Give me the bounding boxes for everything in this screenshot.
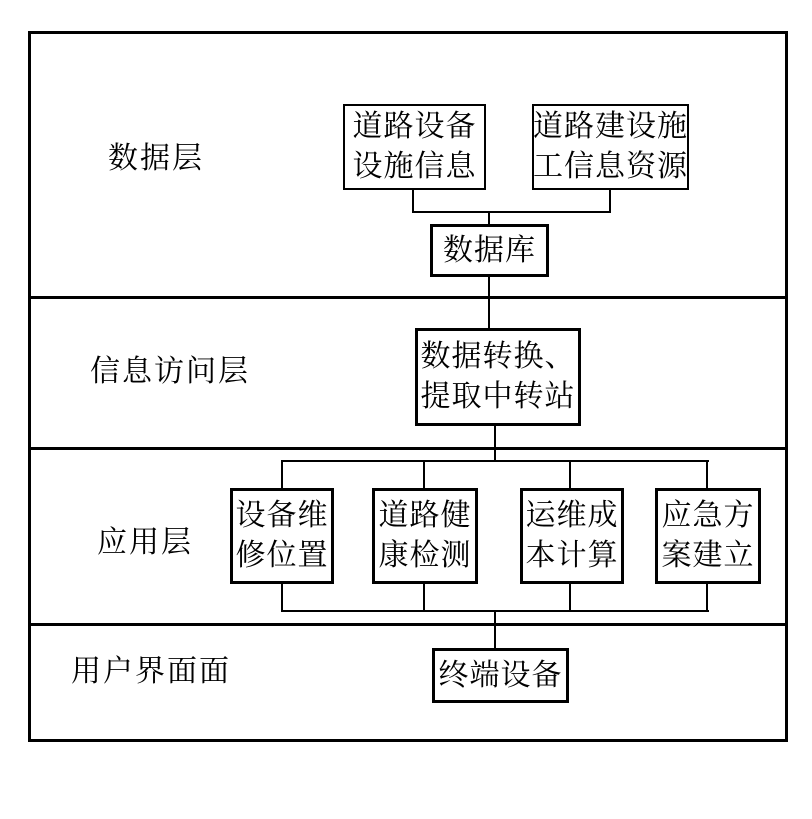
- node-terminal-device: [432, 648, 569, 703]
- node-text-line: 工信息资源: [533, 150, 688, 183]
- node-text-line: 道路健: [378, 499, 472, 532]
- layer-label-application: 应用层: [97, 526, 193, 559]
- connector-database-bottom: [488, 275, 490, 329]
- node-equipment-repair-location: [230, 488, 334, 584]
- connector-app1-bottom: [281, 582, 283, 612]
- connector-app2-bottom: [423, 582, 425, 612]
- node-text-line: 道路建设施: [533, 110, 688, 143]
- node-text-line: 本计算: [525, 539, 619, 572]
- node-text-line: 数据库: [443, 233, 536, 267]
- node-text-line: 提取中转站: [420, 380, 576, 413]
- node-road-construction-info: [532, 104, 689, 190]
- divider-data-access: [28, 296, 788, 299]
- connector-construction-drop: [609, 190, 611, 213]
- layer-label-user-interface: 用户界面面: [71, 655, 231, 688]
- connector-app4-bottom: [706, 582, 708, 612]
- connector-app3-bottom: [569, 582, 571, 612]
- connector-app4-top: [706, 460, 708, 489]
- node-text-line: 设施信息: [352, 150, 477, 183]
- connector-app-branch-top: [281, 460, 709, 462]
- connector-terminal-top: [494, 610, 496, 649]
- connector-database-top: [488, 211, 490, 225]
- node-road-health-inspection: [372, 488, 478, 584]
- node-text-line: 案建立: [661, 539, 755, 572]
- node-transfer-station: [415, 328, 581, 426]
- connector-app1-top: [281, 460, 283, 489]
- layer-label-data: 数据层: [108, 142, 204, 175]
- connector-app3-top: [569, 460, 571, 489]
- node-text-line: 修位置: [235, 539, 329, 572]
- connector-app2-top: [423, 460, 425, 489]
- node-text-line: 运维成: [525, 499, 619, 532]
- node-text-line: 数据转换、: [420, 340, 576, 373]
- node-road-equipment-info: [343, 104, 486, 190]
- node-database: [430, 224, 549, 277]
- node-om-cost-calculation: [520, 488, 624, 584]
- node-emergency-plan: [655, 488, 761, 584]
- divider-application-ui: [28, 623, 788, 626]
- node-text-line: 应急方: [661, 499, 755, 532]
- connector-merge-line: [412, 211, 611, 213]
- node-text-line: 设备维: [235, 499, 329, 532]
- layer-label-info-access: 信息访问层: [90, 355, 250, 388]
- connector-equipment-drop: [412, 190, 414, 213]
- connector-transfer-bottom: [494, 424, 496, 462]
- node-text-line: 终端设备: [438, 658, 563, 692]
- node-text-line: 康检测: [378, 539, 472, 572]
- node-text-line: 道路设备: [352, 110, 477, 143]
- divider-access-application: [28, 447, 788, 450]
